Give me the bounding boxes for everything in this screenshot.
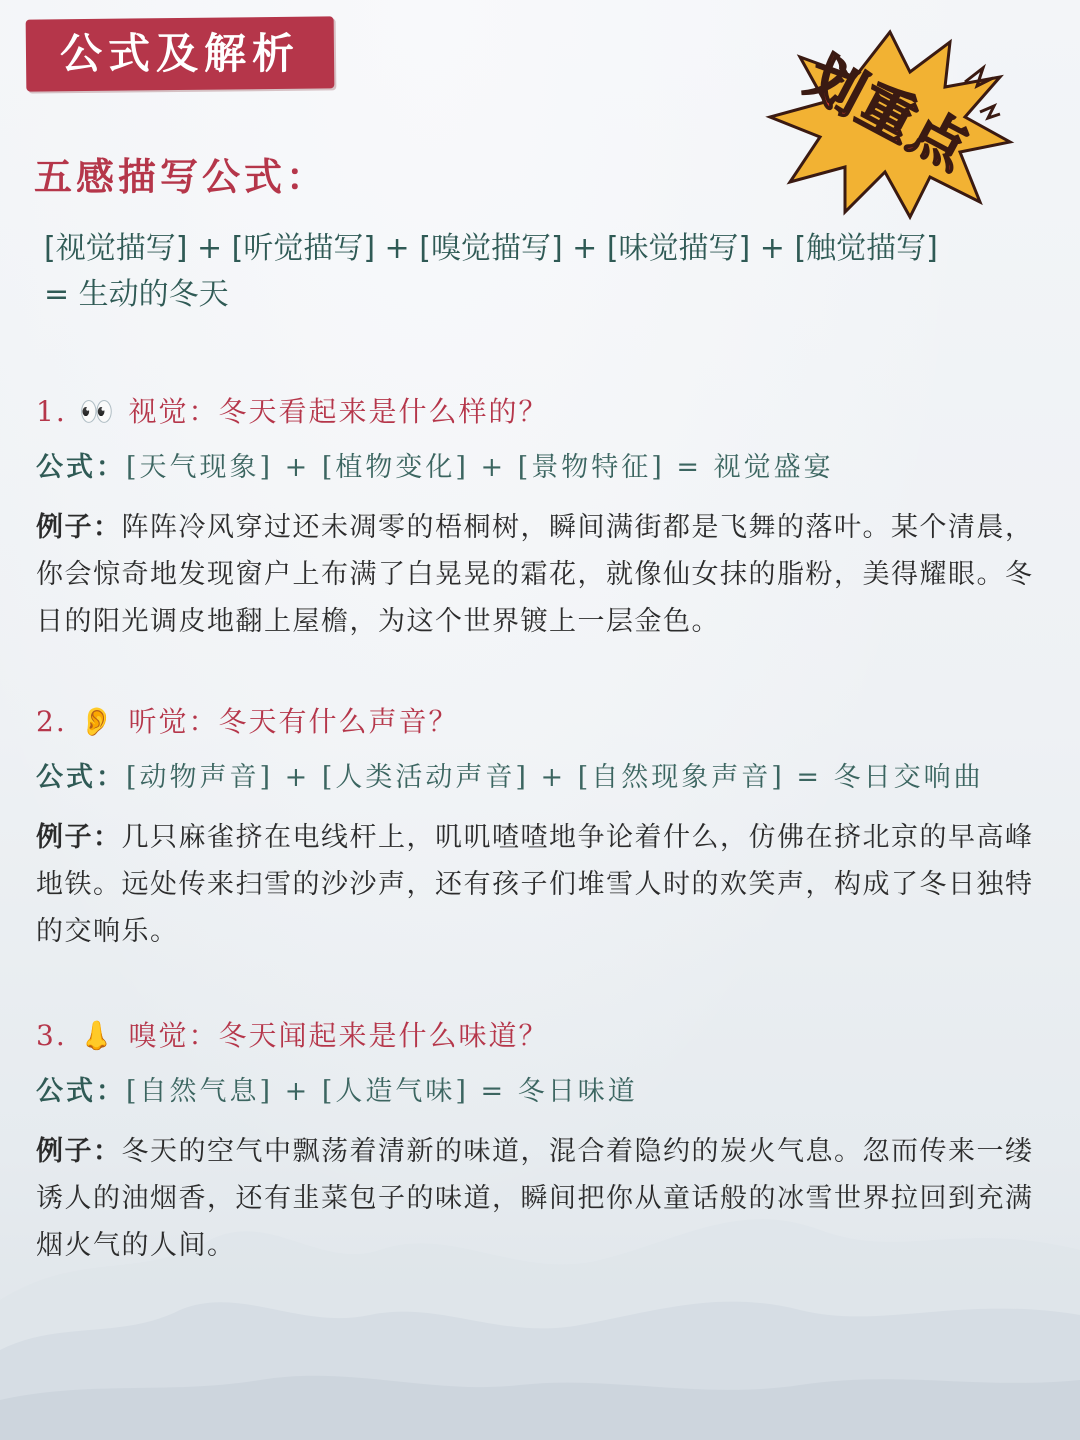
section-heading (36, 1016, 1046, 1056)
eyes-icon: 👀 (79, 395, 117, 428)
section-heading (36, 702, 1046, 742)
formula-label: 公式： (36, 1076, 126, 1107)
section-heading (36, 392, 1046, 432)
nose-icon: 👃 (79, 1019, 117, 1052)
highlight-stamp-text: 划重点 (795, 44, 980, 184)
section-formula (36, 1072, 1046, 1112)
section-number: 1. (36, 395, 67, 428)
section-smell (36, 1016, 1046, 1269)
formula-subtitle: 五感描写公式： (34, 154, 329, 199)
section-title: 嗅觉：冬天闻起来是什么味道？ (128, 1019, 549, 1052)
section-visual (36, 392, 1046, 645)
example-text: 冬天的空气中飘荡着清新的味道，混合着隐约的炭火气息。忽而传来一缕诱人的油烟香，还有韭菜包子的味道，瞬间把你从童话般的冰雪世界拉回到充满烟火气的人间。 (36, 1136, 1034, 1261)
section-hearing (36, 702, 1046, 955)
main-formula (44, 226, 1044, 318)
section-formula (36, 758, 1046, 798)
formula-text: [天气现象] + [植物变化] + [景物特征] = 视觉盛宴 (126, 452, 834, 483)
section-formula (36, 448, 1046, 488)
formula-text: [动物声音] + [人类活动声音] + [自然现象声音] = 冬日交响曲 (126, 762, 984, 793)
section-example (36, 1128, 1046, 1269)
section-example (36, 814, 1046, 955)
example-label: 例子： (36, 512, 122, 543)
section-title: 视觉：冬天看起来是什么样的？ (128, 395, 549, 428)
formula-text: [自然气息] + [人造气味] = 冬日味道 (126, 1076, 638, 1107)
page-title: 公式及解析 (59, 29, 300, 78)
example-label: 例子： (36, 1136, 122, 1167)
section-example (36, 504, 1046, 645)
formula-label: 公式： (36, 762, 126, 793)
section-title: 听觉：冬天有什么声音？ (128, 705, 459, 738)
example-text: 阵阵冷风穿过还未凋零的梧桐树，瞬间满街都是飞舞的落叶。某个清晨，你会惊奇地发现窗户上布满了白晃晃的霜花，就像仙女抹的脂粉，美得耀眼。冬日的阳光调皮地翻上屋檐，为这个世界镀上一层金色。 (36, 512, 1034, 637)
section-number: 2. (36, 705, 67, 738)
main-formula-line2: = 生动的冬天 (44, 277, 229, 312)
example-label: 例子： (36, 822, 122, 853)
example-text: 几只麻雀挤在电线杆上，叽叽喳喳地争论着什么，仿佛在挤北京的早高峰地铁。远处传来扫雪的沙沙声，还有孩子们堆雪人时的欢笑声，构成了冬日独特的交响乐。 (36, 822, 1034, 947)
section-number: 3. (36, 1019, 67, 1052)
ear-icon: 👂 (79, 705, 117, 738)
main-formula-line1: [视觉描写] + [听觉描写] + [嗅觉描写] + [味觉描写] + [触觉描写] (44, 231, 938, 266)
formula-label: 公式： (36, 452, 126, 483)
